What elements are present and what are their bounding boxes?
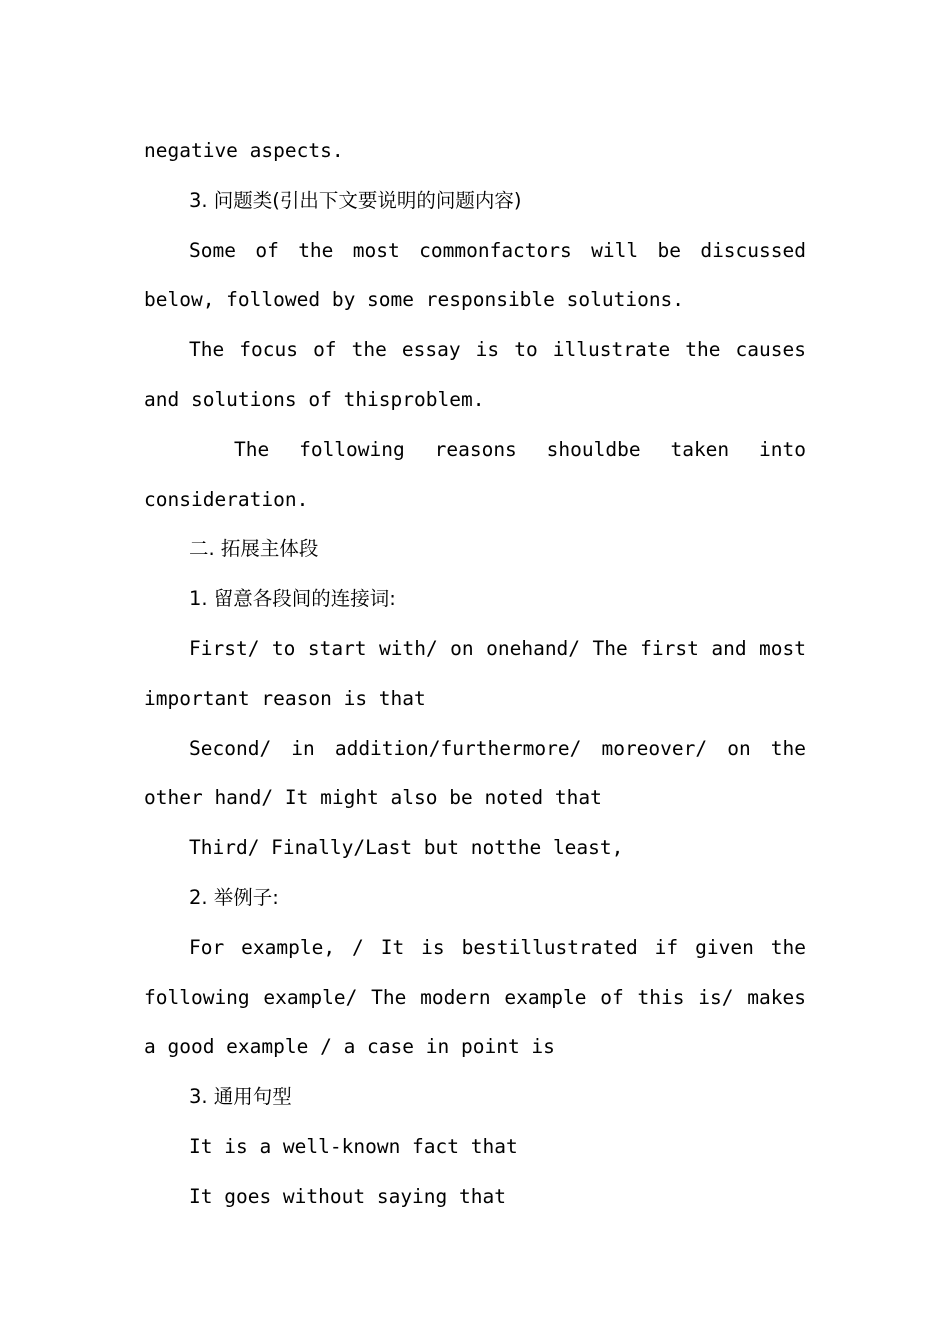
paragraph-common-factors: Some of the most commonfactors will be discussed below, followed by some responsible solutions. [144,238,806,312]
heading-examples: 2. 举例子: [189,885,279,909]
paragraph-consideration: consideration. [144,487,309,511]
heading-connecting-words: 1. 留意各段间的连接词: [189,587,396,611]
heading-common-sentences: 3. 通用句型 [189,1085,292,1109]
paragraph-first-connectors: First/ to start with/ on onehand/ The first and most important reason is that [144,636,806,710]
paragraph-well-known-fact: It is a well-known fact that [189,1134,518,1158]
paragraph-second-connectors: Second/ in addition/furthermore/ moreover/ on the other hand/ It might also be noted that [144,736,806,810]
paragraph-third-connectors: Third/ Finally/Last but notthe least, [189,836,624,860]
heading-problem-type: 3. 问题类(引出下文要说明的问题内容) [189,188,522,212]
paragraph-example-phrases: For example, / It is bestillustrated if given the following example/ The modern example of this is/ makes a good example / a case in point is [144,935,806,1059]
paragraph-essay-focus: The focus of the essay is to illustrate the causes and solutions of thisproblem. [144,338,806,411]
heading-expand-body: 二. 拓展主体段 [189,537,319,561]
paragraph-goes-without-saying: It goes without saying that [189,1184,506,1208]
paragraph-following-reasons: The following reasons shouldbe taken into [234,437,806,461]
document-page [144,126,806,1222]
paragraph-negative-aspects: negative aspects. [144,139,344,162]
